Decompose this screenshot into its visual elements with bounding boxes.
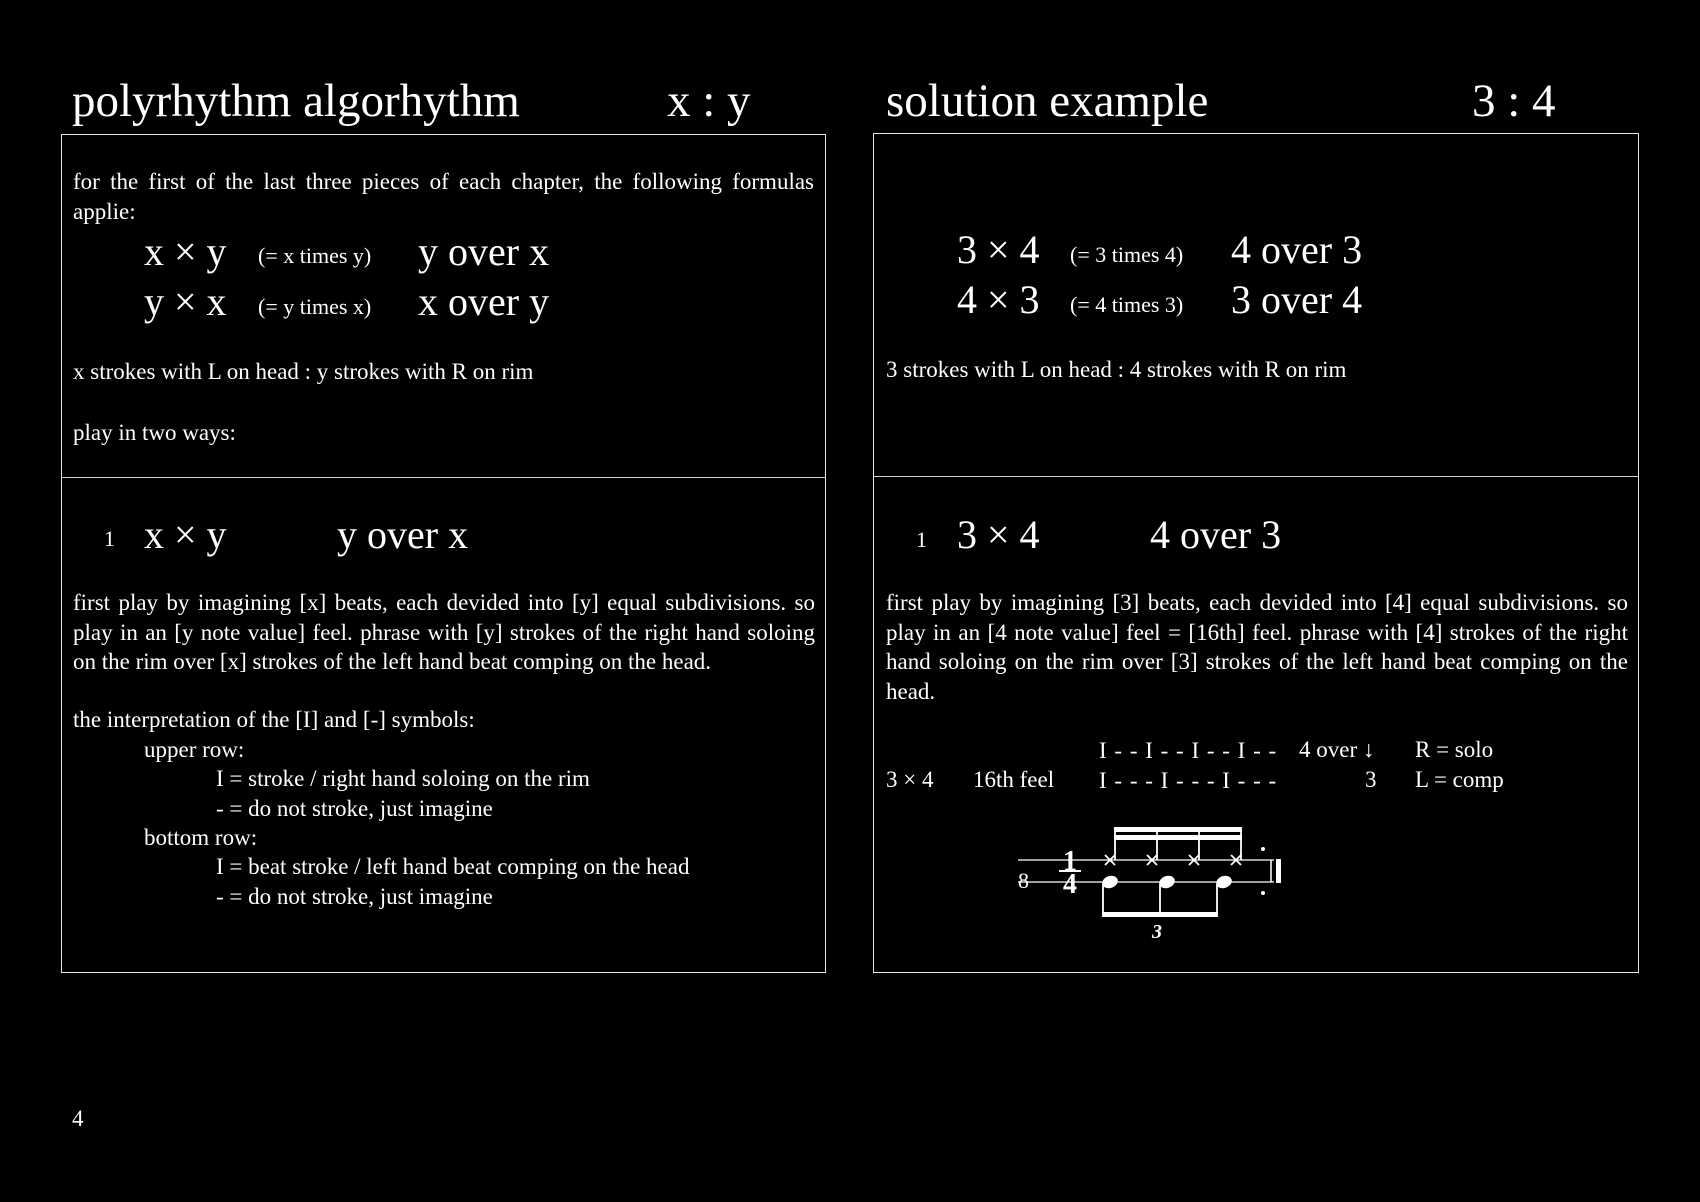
tuplet-number: 3 [1152, 921, 1162, 943]
left-explanation-paragraph: first play by imagining [x] beats, each devided into [y] equal subdivisions. so play in an [y note value] feel. phrase with [y] strokes of the right hand soloing on the rim over [x] strokes of the left hand beat comping on the head. [73, 590, 815, 674]
right-divider [874, 476, 1638, 477]
right-pattern-over-bottom: 3 [1365, 767, 1377, 792]
left-page-title: polyrhythm algorhythm [72, 75, 520, 127]
left-intro-line2: applie: [73, 199, 136, 224]
left-formula1-expr: x × y [144, 229, 227, 274]
right-page-title: solution example [886, 75, 1209, 127]
right-way-expr: 3 × 4 [957, 512, 1040, 557]
left-formula1-note: (= x times y) [258, 243, 372, 268]
clef-number: 8 [1018, 868, 1029, 893]
right-pattern-upper-row: I - - I - - I - - I - - [1099, 738, 1277, 763]
left-upper-i-def: I = stroke / right hand soloing on the rim [216, 766, 590, 791]
left-intro-line1: for the first of the last three pieces of each chapter, the following formulas [73, 169, 814, 194]
barline-thick [1276, 859, 1281, 883]
left-bottom-i-def: I = beat stroke / left hand beat comping on the head [216, 854, 690, 879]
right-strokes-line: 3 strokes with L on head : 4 strokes with R on rim [886, 357, 1347, 382]
right-formula1-note: (= 3 times 4) [1070, 242, 1184, 267]
left-divider [62, 477, 825, 478]
left-way-expr: x × y [144, 512, 227, 557]
right-formula2-result: 3 over 4 [1231, 277, 1363, 322]
left-way-result: y over x [337, 512, 469, 557]
left-formula2-note: (= y times x) [258, 294, 372, 319]
right-formula1-expr: 3 × 4 [957, 227, 1040, 272]
right-formula2-expr: 4 × 3 [957, 277, 1040, 322]
right-explanation-paragraph: first play by imagining [3] beats, each devided into [4] equal subdivisions. so play in an [4 note value] feel = [16th] feel. phrase with [4] strokes of the right hand soloing on the rim over [3] strokes of the left hand beat comping on the head. [886, 590, 1628, 704]
right-pattern-legend-r: R = solo [1415, 737, 1494, 762]
right-way-result: 4 over 3 [1150, 512, 1282, 557]
time-signature-top: 1 [1063, 846, 1077, 877]
beam-2 [1114, 835, 1242, 840]
left-interp-heading: the interpretation of the [I] and [-] symbols: [73, 707, 475, 732]
right-ratio: 3 : 4 [1472, 75, 1556, 127]
repeat-dot-bottom [1261, 891, 1265, 895]
left-formula2-expr: y × x [144, 279, 227, 324]
left-upper-dash-def: - = do not stroke, just imagine [216, 796, 493, 821]
beam-1 [1114, 827, 1242, 832]
polyrhythm-notation [1010, 820, 1300, 945]
right-pattern-bottom-row: I - - - I - - - I - - - [1099, 768, 1277, 793]
left-formula2-result: x over y [418, 279, 550, 324]
right-pattern-legend-l: L = comp [1415, 767, 1504, 792]
left-play-line: play in two ways: [73, 420, 236, 445]
right-pattern-over-label: 4 over ↓ [1299, 737, 1375, 762]
left-way-number: 1 [104, 526, 115, 551]
left-upper-row-label: upper row: [144, 737, 245, 762]
right-way-number: 1 [916, 527, 927, 552]
left-bottom-dash-def: - = do not stroke, just imagine [216, 884, 493, 909]
right-formula1-result: 4 over 3 [1231, 227, 1363, 272]
time-signature-bottom: 4 [1063, 869, 1077, 900]
repeat-dot-top [1261, 847, 1265, 851]
right-pattern-expr: 3 × 4 [886, 767, 934, 792]
right-formula2-note: (= 4 times 3) [1070, 292, 1184, 317]
left-formula1-result: y over x [418, 229, 550, 274]
left-ratio: x : y [667, 75, 751, 127]
lower-beam [1102, 912, 1218, 917]
left-strokes-line: x strokes with L on head : y strokes with R on rim [73, 359, 534, 384]
page-number: 4 [72, 1106, 84, 1131]
left-bottom-row-label: bottom row: [144, 825, 258, 850]
right-pattern-feel: 16th feel [973, 767, 1055, 792]
